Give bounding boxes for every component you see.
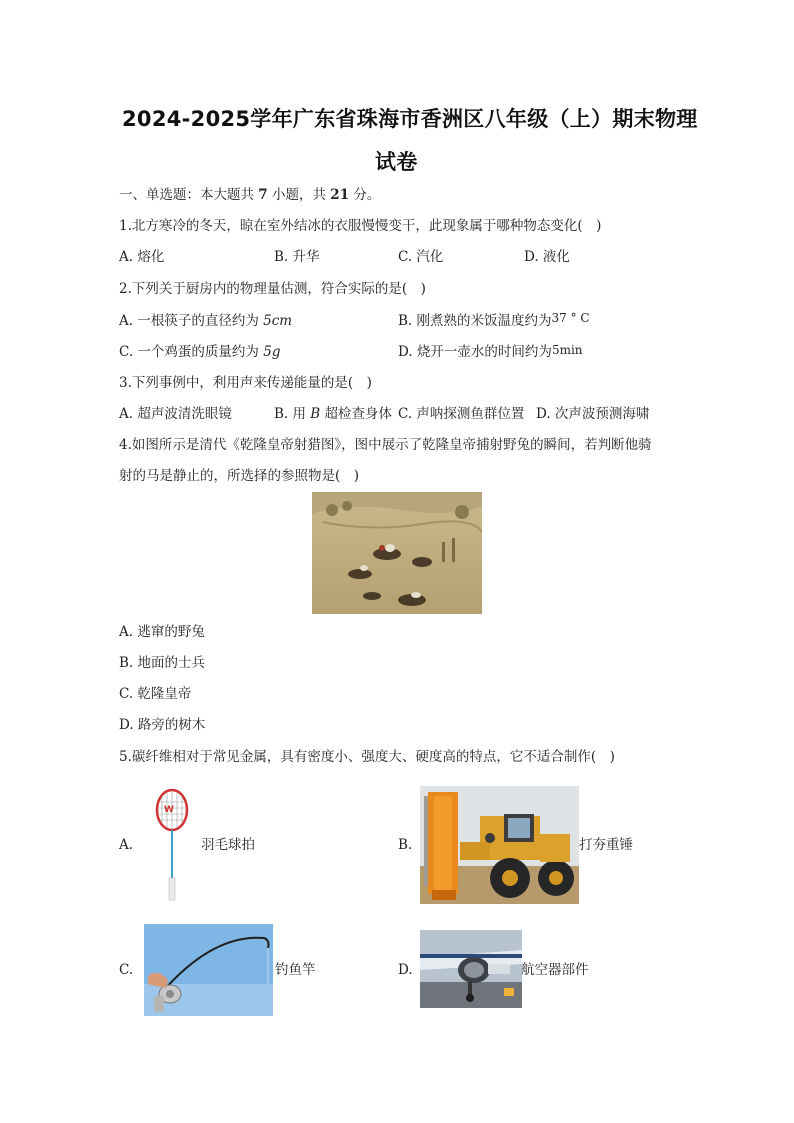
section-heading: 一、单选题：本大题共 7 小题，共 21 分。	[119, 187, 381, 203]
q5-option-a-text: 羽毛球拍	[201, 837, 255, 853]
q5-option-a-letter: A.	[119, 837, 134, 853]
q4-option-b: B. 地面的士兵	[119, 655, 206, 671]
question-3-stem: 3.下列事例中，利用声来传递能量的是( )	[119, 375, 372, 391]
q3-option-c: C. 声呐探测鱼群位置	[398, 406, 525, 422]
q5-option-d-text: 航空器部件	[521, 962, 589, 978]
question-2-stem: 2.下列关于厨房内的物理量估测，符合实际的是( )	[119, 281, 426, 297]
q2-option-a: A. 一根筷子的直径约为 5cm	[119, 313, 293, 329]
page-title-line2: 试卷	[375, 150, 418, 174]
q4-option-a: A. 逃窜的野兔	[119, 624, 205, 640]
q3-option-d: D. 次声波预测海啸	[536, 406, 650, 422]
fishing-rod-image	[144, 924, 273, 1016]
q2-option-d: D. 烧开一壶水的时间约为5min	[398, 343, 583, 360]
q3-option-b: B. 用 B 超检查身体	[274, 406, 393, 422]
q2-option-c: C. 一个鸡蛋的质量约为 5g	[119, 344, 281, 360]
question-5-stem: 5.碳纤维相对于常见金属，具有密度小、强度大、硬度高的特点，它不适合制作( )	[119, 749, 615, 765]
pile-hammer-image	[420, 786, 579, 904]
q1-option-d: D. 液化	[524, 249, 570, 265]
q5-option-b-letter: B.	[398, 837, 413, 853]
q5-option-d-letter: D.	[398, 962, 413, 978]
q2-option-b: B. 刚煮熟的米饭温度约为37 ° C	[398, 311, 590, 329]
q4-option-d: D. 路旁的树木	[119, 717, 206, 733]
question-4-stem-line2: 射的马是静止的，所选择的参照物是( )	[119, 468, 360, 484]
q5-option-c-letter: C.	[119, 962, 134, 978]
svg-text:W: W	[164, 805, 174, 815]
q1-option-a: A. 熔化	[119, 249, 165, 265]
q5-option-c-text: 钓鱼竿	[275, 962, 316, 978]
page-title: 2024-2025学年广东省珠海市香洲区八年级（上）期末物理	[122, 107, 698, 131]
hunting-painting-image	[312, 492, 482, 614]
q3-option-a: A. 超声波清洗眼镜	[119, 406, 232, 422]
question-1-stem: 1.北方寒冷的冬天，晾在室外结冰的衣服慢慢变干，此现象属于哪种物态变化( )	[119, 218, 602, 234]
q1-option-b: B. 升华	[274, 249, 320, 265]
aircraft-image	[420, 930, 522, 1008]
q1-option-c: C. 汽化	[398, 249, 444, 265]
q5-option-b-text: 打夯重锤	[579, 837, 633, 853]
question-4-stem: 4.如图所示是清代《乾隆皇帝射猎图》，图中展示了乾隆皇帝捕射野兔的瞬间，若判断他骑	[119, 437, 652, 453]
q4-option-c: C. 乾隆皇帝	[119, 686, 192, 702]
badminton-racket-image	[150, 788, 195, 906]
